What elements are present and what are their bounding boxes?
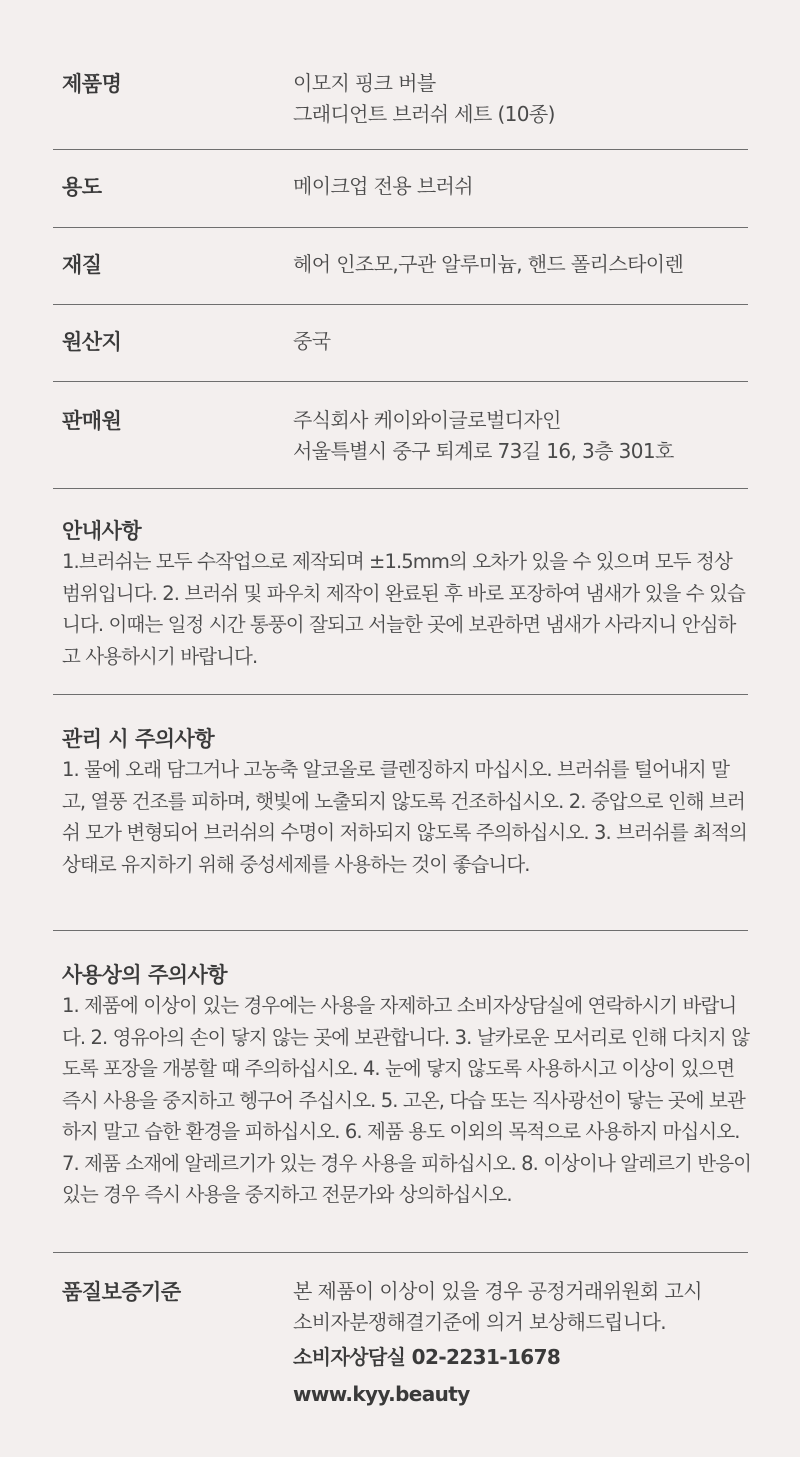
spec-value-line: 그래디언트 브러쉬 세트 (10종)	[293, 102, 555, 126]
divider	[53, 149, 748, 150]
spec-value-line: 중국	[293, 329, 331, 353]
quality-line: 소비자분쟁해결기준에 의거 보상해드립니다.	[293, 1310, 666, 1334]
spec-label: 판매원	[62, 409, 122, 433]
notice-care	[62, 724, 752, 880]
consumer-contact: 소비자상담실 02-2231-1678	[293, 1345, 561, 1369]
notice-title: 안내사항	[62, 519, 142, 543]
spec-value	[293, 68, 555, 130]
spec-value-line: 이모지 핑크 버블	[293, 71, 436, 95]
notice-title: 사용상의 주의사항	[62, 963, 228, 987]
quality-text	[293, 1276, 702, 1412]
notice-guide	[62, 516, 752, 672]
notice-body: 1.브러쉬는 모두 수작업으로 제작되며 ±1.5mm의 오차가 있을 수 있으며 모두 정상 범위입니다. 2. 브러쉬 및 파우치 제작이 완료된 후 바로 포장하여 냄새가 있을 수 있습니다. 이때는 일정 시간 통풍이 잘되고 서늘한 곳에 보관하면 냄새가 사라지니 안심하고 사용하시기 바랍니다.	[62, 550, 745, 668]
divider	[53, 1252, 748, 1253]
spec-value-line: 메이크업 전용 브러쉬	[293, 174, 473, 198]
spec-value-line: 서울특별시 중구 퇴계로 73길 16, 3층 301호	[293, 439, 674, 463]
spec-value	[293, 249, 683, 280]
notice-usage-caution	[62, 960, 752, 1211]
divider	[53, 304, 748, 305]
spec-value	[293, 171, 473, 202]
spec-value	[293, 326, 330, 357]
spec-value-line: 주식회사 케이와이글로벌디자인	[293, 408, 561, 432]
quality-line: 본 제품이 이상이 있을 경우 공정거래위원회 고시	[293, 1279, 702, 1303]
spec-value	[293, 405, 674, 467]
divider	[53, 381, 748, 382]
divider	[53, 694, 748, 695]
notice-body: 1. 제품에 이상이 있는 경우에는 사용을 자제하고 소비자상담실에 연락하시기 바랍니다. 2. 영유아의 손이 닿지 않는 곳에 보관합니다. 3. 날카로운 모서리로 인해 다치지 않도록 포장을 개봉할 때 주의하십시오. 4. 눈에 닿지 않도록 사용하시고 이상이 있으면 즉시 사용을 중지하고 헹구어 주십시오. 5. 고온, 다습 또는 직사광선이 닿는 곳에 보관하지 말고 습한 환경을 피하십시오. 6. 제품 용도 이외의 목적으로 사용하지 마십시오. 7. 제품 소재에 알레르기가 있는 경우 사용을 피하십시오. 8. 이상이나 알레르기 반응이 있는 경우 즉시 사용을 중지하고 전문가와 상의하십시오.	[62, 994, 752, 1206]
spec-label: 재질	[62, 253, 102, 277]
spec-value-line: 헤어 인조모,구관 알루미늄, 핸드 폴리스타이렌	[293, 252, 684, 276]
website-link[interactable]: www.kyy.beauty	[293, 1382, 470, 1406]
spec-label: 원산지	[62, 330, 122, 354]
spec-label: 제품명	[62, 72, 122, 96]
divider	[53, 488, 748, 489]
divider	[53, 227, 748, 228]
spec-label: 용도	[62, 175, 102, 199]
notice-body: 1. 물에 오래 담그거나 고농축 알코올로 클렌징하지 마십시오. 브러쉬를 털어내지 말고, 열풍 건조를 피하며, 햇빛에 노출되지 않도록 건조하십시오. 2. 중압으로 인해 브러쉬 모가 변형되어 브러쉬의 수명이 저하되지 않도록 주의하십시오. 3. 브러쉬를 최적의 상태로 유지하기 위해 중성세제를 사용하는 것이 좋습니다.	[62, 758, 747, 876]
divider	[53, 930, 748, 931]
spec-label: 품질보증기준	[62, 1280, 181, 1304]
notice-title: 관리 시 주의사항	[62, 727, 215, 751]
